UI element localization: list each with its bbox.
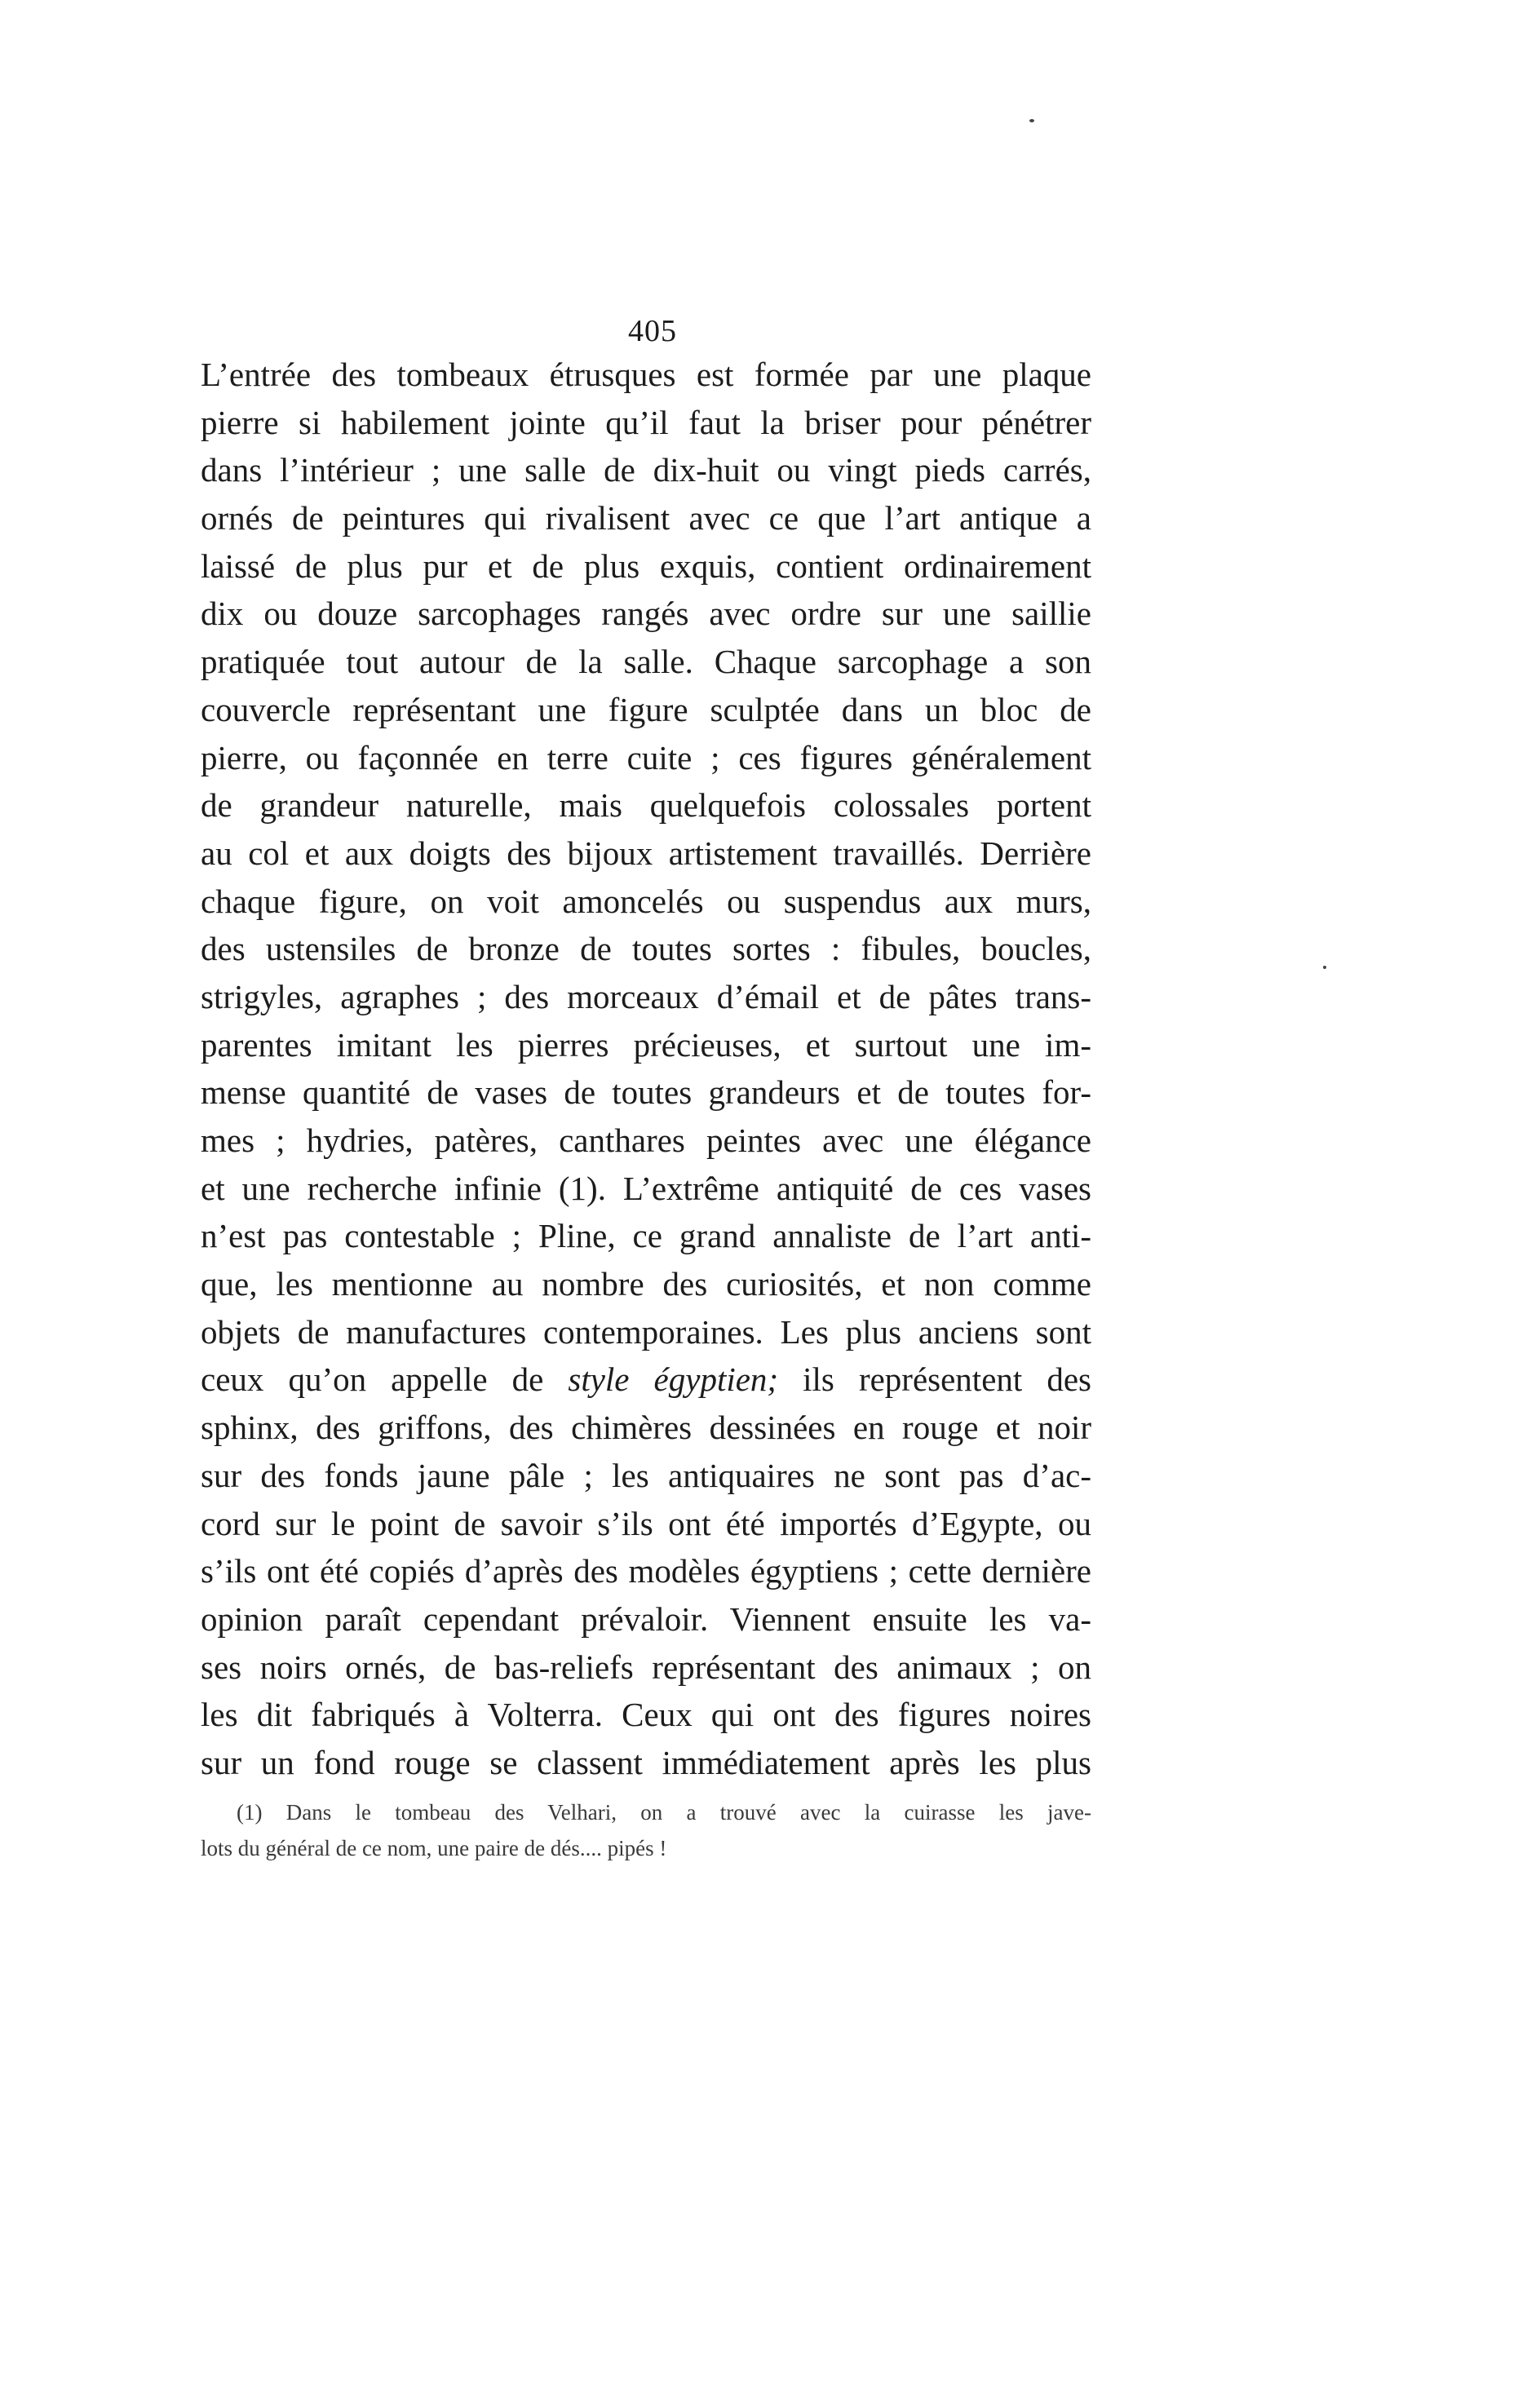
text-line: mense quantité de vases de toutes grandeurs et de toutes for- <box>201 1073 1091 1112</box>
footnote <box>201 1794 1091 1866</box>
text-line: sur des fonds jaune pâle ; les antiquaires ne sont pas d’ac- <box>201 1456 1091 1494</box>
text-line: L’entrée des tombeaux étrusques est formée par une plaque <box>201 356 1091 393</box>
text-line: de grandeur naturelle, mais quelquefois colossales portent <box>201 786 1091 825</box>
text-line: au col et aux doigts des bijoux artistement travaillés. Derrière <box>201 834 1091 872</box>
ink-speck-margin <box>1323 966 1326 969</box>
text-line: pierre, ou façonnée en terre cuite ; ces figures généralement <box>201 738 1091 776</box>
text-line: pierre si habilement jointe qu’il faut la briser pour pénétrer <box>201 403 1091 441</box>
text-line: objets de manufactures contemporaines. Les plus anciens sont <box>201 1312 1091 1351</box>
text-line: pratiquée tout autour de la salle. Chaque sarcophage a son <box>201 643 1091 681</box>
text-line: laissé de plus pur et de plus exquis, contient ordinairement <box>201 546 1091 585</box>
text-line: s’ils ont été copiés d’après des modèles égyptiens ; cette dernière <box>201 1552 1091 1590</box>
text-line: couvercle représentant une figure sculptée dans un bloc de <box>201 690 1091 728</box>
text-line: sur un fond rouge se classent immédiatement après les plus <box>201 1743 1091 1781</box>
text-line: ornés de peintures qui rivalisent avec ce que l’art antique a <box>201 499 1091 537</box>
text-line: mes ; hydries, patères, canthares peintes avec une élégance <box>201 1121 1091 1159</box>
text-line: des ustensiles de bronze de toutes sortes : fibules, boucles, <box>201 930 1091 968</box>
text-line: que, les mentionne au nombre des curiosités, et non comme <box>201 1265 1091 1303</box>
text-line: dans l’intérieur ; une salle de dix-huit ou vingt pieds carrés, <box>201 451 1091 489</box>
text-line: dix ou douze sarcophages rangés avec ordre sur une saillie <box>201 595 1091 633</box>
line-segment: ils représentent des <box>778 1360 1091 1399</box>
text-line: ses noirs ornés, de bas-reliefs représentant des animaux ; on <box>201 1648 1091 1686</box>
page-number: 405 <box>628 314 677 348</box>
text-line-with-italic <box>201 1356 1091 1404</box>
text-line: parentes imitant les pierres précieuses, et surtout une im- <box>201 1025 1091 1064</box>
text-line: les dit fabriqués à Volterra. Ceux qui ont des figures noires <box>201 1696 1091 1734</box>
text-line: n’est pas contestable ; Pline, ce grand annaliste de l’art anti- <box>201 1217 1091 1255</box>
text-line: sphinx, des griffons, des chimères dessinées en rouge et noir <box>201 1409 1091 1447</box>
body-text <box>201 351 1091 1787</box>
footnote-line: lots du général de ce nom, une paire de dés.... pipés ! <box>201 1836 667 1860</box>
text-line: cord sur le point de savoir s’ils ont été importés d’Egypte, ou <box>201 1504 1091 1542</box>
ink-speck-top <box>1029 119 1034 122</box>
text-line: et une recherche infinie (1). L’extrême antiquité de ces vases <box>201 1169 1091 1207</box>
text-line: strigyles, agraphes ; des morceaux d’émail et de pâtes trans- <box>201 977 1091 1015</box>
footnote-line: (1) Dans le tombeau des Velhari, on a trouvé avec la cuirasse les jave- <box>237 1800 1091 1825</box>
text-line: chaque figure, on voit amoncelés ou suspendus aux murs, <box>201 882 1091 920</box>
text-line: opinion paraît cependant prévaloir. Viennent ensuite les va- <box>201 1599 1091 1638</box>
italic-phrase: style égyptien; <box>568 1360 779 1399</box>
line-segment: ceux qu’on appelle de <box>201 1360 569 1399</box>
